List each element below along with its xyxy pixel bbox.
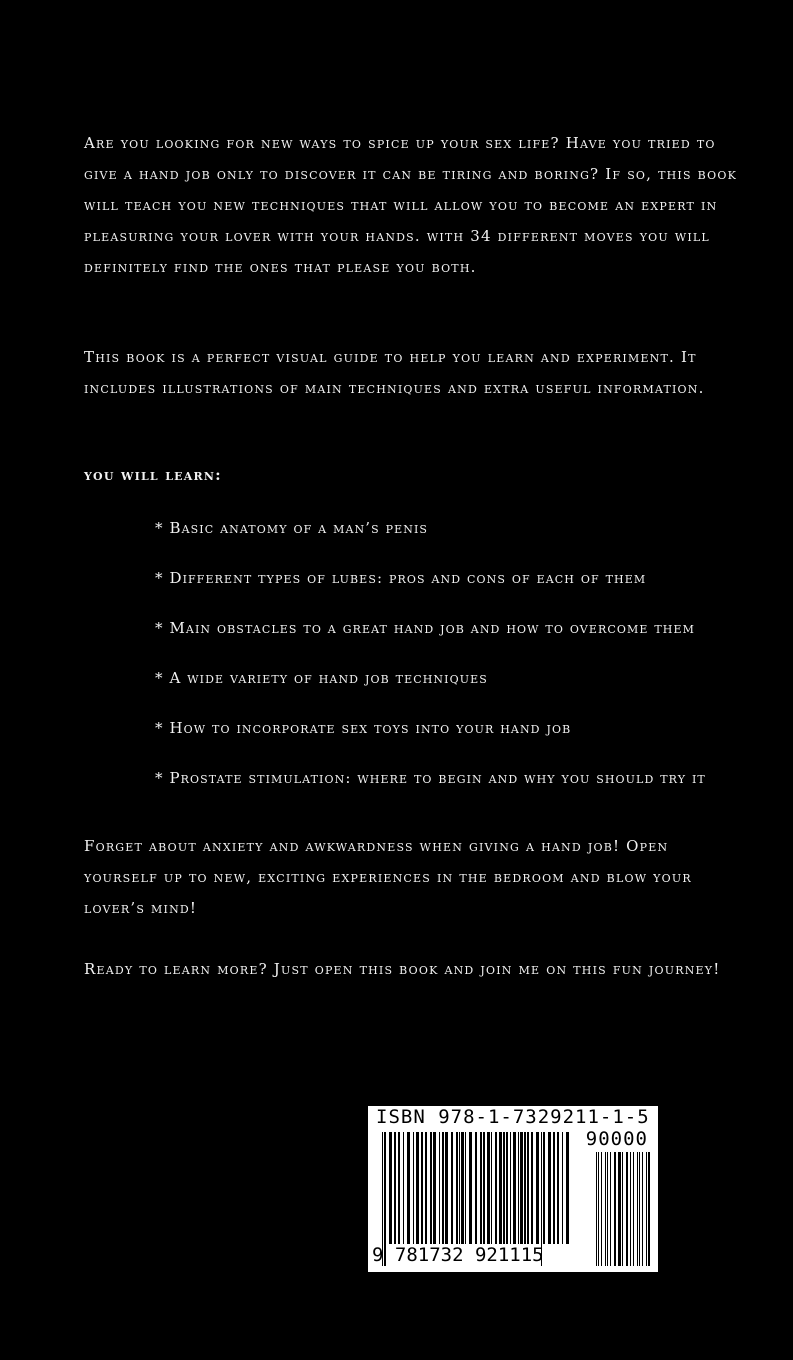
- barcode-bar: [491, 1132, 492, 1244]
- barcode-bar: [531, 1132, 533, 1244]
- price-addon-bars: [596, 1152, 652, 1266]
- barcode-bar: [499, 1132, 502, 1244]
- intro-paragraph: Are you looking for new ways to spice up your sex life? Have you tried to give a hand job only to discover it can be tiring and boring? If so, this book will teach you new techniques that will allow you to become an expert in pleasuring your lover with your hands. with 34 different moves you will definitely find the ones that please you both.: [84, 134, 737, 276]
- learn-heading: you will learn:: [84, 466, 222, 484]
- barcode-bar: [506, 1132, 508, 1244]
- learn-item: * Prostate stimulation: where to begin and why you should try it: [155, 769, 706, 787]
- barcode-bar: [646, 1152, 647, 1266]
- barcode-bar: [445, 1132, 448, 1244]
- learn-item: * Basic anatomy of a man’s penis: [155, 519, 429, 537]
- barcode-bar: [648, 1152, 650, 1266]
- barcode-bar: [614, 1152, 616, 1266]
- barcode-bar: [451, 1132, 453, 1244]
- closing-paragraph: Ready to learn more? Just open this book and join me on this fun journey!: [84, 960, 721, 978]
- isbn-barcode: [368, 1106, 658, 1272]
- barcode-bar: [465, 1132, 466, 1244]
- barcode-bar: [413, 1132, 414, 1244]
- barcode-bar: [637, 1152, 638, 1266]
- barcode-bar: [626, 1152, 628, 1266]
- barcode-bar: [416, 1132, 419, 1244]
- barcode-bar: [518, 1132, 519, 1244]
- barcode-bar: [562, 1132, 563, 1244]
- barcode-bar: [642, 1152, 643, 1266]
- barcode-bar: [503, 1132, 505, 1244]
- barcode-bar: [510, 1132, 511, 1244]
- barcode-bar: [536, 1132, 539, 1244]
- barcode-bar: [598, 1152, 599, 1266]
- learn-item: * Main obstacles to a great hand job and how to overcome them: [155, 619, 695, 637]
- barcode-bar: [601, 1152, 602, 1266]
- barcode-bar: [622, 1152, 623, 1266]
- barcode-bar: [553, 1132, 555, 1244]
- barcode-bar: [407, 1132, 410, 1244]
- barcode-bar: [389, 1132, 392, 1244]
- barcode-bar: [495, 1132, 497, 1244]
- barcode-bar: [548, 1132, 551, 1244]
- barcode-bar: [566, 1132, 569, 1244]
- barcode-bar: [461, 1132, 464, 1244]
- barcode-bar: [639, 1152, 640, 1266]
- isbn-label: ISBN 978-1-7329211-1-5: [376, 1106, 650, 1128]
- barcode-bar: [524, 1132, 526, 1244]
- ean-digits: 9 781732 921115: [372, 1244, 544, 1266]
- barcode-bar: [439, 1132, 440, 1244]
- learn-item: * Different types of lubes: pros and cons of each of them: [155, 569, 647, 587]
- barcode-bar: [456, 1132, 458, 1244]
- barcode-bar: [605, 1152, 606, 1266]
- barcode-bar: [442, 1132, 444, 1244]
- barcode-bar: [430, 1132, 432, 1244]
- barcode-bar: [607, 1152, 608, 1266]
- barcode-bar: [596, 1152, 597, 1266]
- barcode-bar: [403, 1132, 404, 1244]
- barcode-bar: [527, 1132, 529, 1244]
- learn-list: [155, 514, 755, 814]
- barcode-bar: [543, 1132, 545, 1244]
- barcode-bar: [469, 1132, 472, 1244]
- barcode-bar: [459, 1132, 460, 1244]
- barcode-bar: [520, 1132, 523, 1244]
- learn-item: * How to incorporate sex toys into your hand job: [155, 719, 572, 737]
- barcode-bar: [421, 1132, 423, 1244]
- price-code: 90000: [585, 1128, 648, 1150]
- barcode-bar: [557, 1132, 559, 1244]
- barcode-bar: [513, 1132, 516, 1244]
- barcode-bar: [398, 1132, 400, 1244]
- barcode-bar: [633, 1152, 634, 1266]
- barcode-bar: [618, 1152, 621, 1266]
- learn-item: * A wide variety of hand job techniques: [155, 669, 488, 687]
- barcode-bar: [433, 1132, 436, 1244]
- reassurance-paragraph: Forget about anxiety and awkwardness when giving a hand job! Open yourself up to new, exciting experiences in the bedroom and blow your lover’s mind!: [84, 837, 692, 917]
- barcode-bar: [425, 1132, 427, 1244]
- barcode-bar: [394, 1132, 396, 1244]
- barcode-bar: [487, 1132, 490, 1244]
- barcode-bar: [475, 1132, 477, 1244]
- barcode-bar: [610, 1152, 611, 1266]
- barcode-bar: [480, 1132, 482, 1244]
- guide-paragraph: This book is a perfect visual guide to help you learn and experiment. It includes illustrations of main techniques and extra useful information.: [84, 348, 705, 397]
- barcode-bar: [630, 1152, 631, 1266]
- barcode-bar: [483, 1132, 485, 1244]
